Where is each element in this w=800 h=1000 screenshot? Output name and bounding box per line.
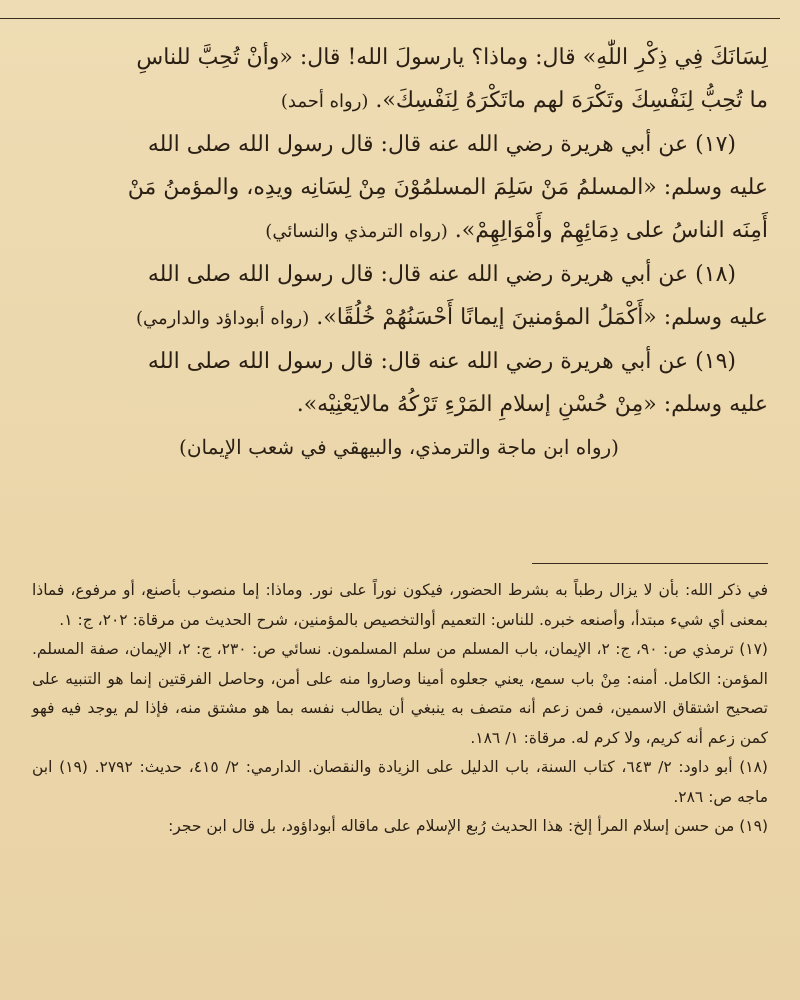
paragraph-1 — [30, 36, 768, 123]
footnote-rule — [532, 563, 768, 564]
reference-centered: (رواه ابن ماجة والترمذي، والبيهقي في شعب الإيمان) — [179, 435, 619, 459]
footnote-17: (١٧) ترمذي ص: ٩٠، ج: ٢، الإيمان، باب المسلم من سلم المسلمون. نسائي ص: ٢٣٠، ج: ٢، الإيمان، صفة المسلم. المؤمن: الكامل. أمنه: مِنْ باب سمع، يعني جعلوه أمينا وصاروا منه على أمن، وحاصل الفرقتين إنما هو التنبيه على تصحيح اشتقاق الاسمين، فمن زعم أنه متصف به ينبغي أن يطالب نفسه بما هو مشتق منه، فإذا لم يوجد فيه فهو كمن زعم أنه كريم، ولا كرم له. مرقاة: ١/ ١٨٦. — [32, 640, 768, 747]
text-line: (١٧) عن أبي هريرة رضي الله عنه قال: قال رسول الله صلى الله — [147, 132, 736, 157]
top-rule — [0, 18, 780, 19]
reference: (رواه أحمد) — [280, 91, 369, 112]
text-line: عليه وسلم: «مِنْ حُسْنِ إسلامِ المَرْءِ تَرْكُهُ مالايَعْنِيْه». — [296, 392, 768, 417]
hadith-18 — [30, 253, 768, 340]
main-text — [30, 36, 768, 469]
reference: (رواه الترمذي والنسائي) — [265, 221, 448, 242]
text-line: عليه وسلم: «أَكْمَلُ المؤمنينَ إيمانًا أَحْسَنُهُمْ خُلُقًا». — [316, 305, 768, 330]
text-line: عليه وسلم: «المسلمُ مَنْ سَلِمَ المسلمُوْنَ مِنْ لِسَانِه ويدِه، والمؤمنُ مَنْ — [127, 175, 768, 200]
footnote-1: في ذكر الله: بأن لا يزال رطباً به بشرط الحضور، فيكون نوراً على نور. وماذا: إما منصوب بأصنع، أو مرفوع، فماذا بمعنى أي شيء مبتدأ، وأصنعه خبره. للناس: التعميم أوالتخصيص بالمؤمنين، شرح الحديث من مرقاة: ٢٠٢، ج: ١. — [32, 581, 768, 629]
text-line: لِسَانَكَ فِي ذِكْرِ اللّٰهِ» قال: وماذا؟ يارسولَ الله! قال: «وأنْ تُحِبَّ للناسِ — [136, 45, 768, 70]
text-line: أَمِنَه الناسُ على دِمَائِهِمْ وأَمْوَالِهِمْ». — [454, 218, 768, 243]
hadith-17 — [30, 123, 768, 253]
text-line: ما تُحِبُّ لِنَفْسِكَ وتَكْرَهَ لهم ماتَكْرَهُ لِنَفْسِكَ». — [375, 88, 768, 113]
hadith-19 — [30, 340, 768, 426]
footnotes — [32, 576, 768, 842]
footnote-19: (١٩) من حسن إسلام المرأ إلخ: هذا الحديث رُبع الإسلام على ماقاله أبوداؤود، بل قال ابن حجر: — [168, 817, 768, 835]
reference: (رواه أبوداؤد والدارمي) — [135, 308, 310, 329]
text-line: (١٩) عن أبي هريرة رضي الله عنه قال: قال رسول الله صلى الله — [147, 349, 736, 374]
footnote-18: (١٨) أبو داود: ٢/ ٦٤٣، كتاب السنة، باب الدليل على الزيادة والنقصان. الدارمي: ٢/ ٤١٥، حديث: ٢٧٩٢. (١٩) ابن ماجه ص: ٢٨٦. — [32, 758, 768, 806]
text-line: (١٨) عن أبي هريرة رضي الله عنه قال: قال رسول الله صلى الله — [147, 262, 736, 287]
